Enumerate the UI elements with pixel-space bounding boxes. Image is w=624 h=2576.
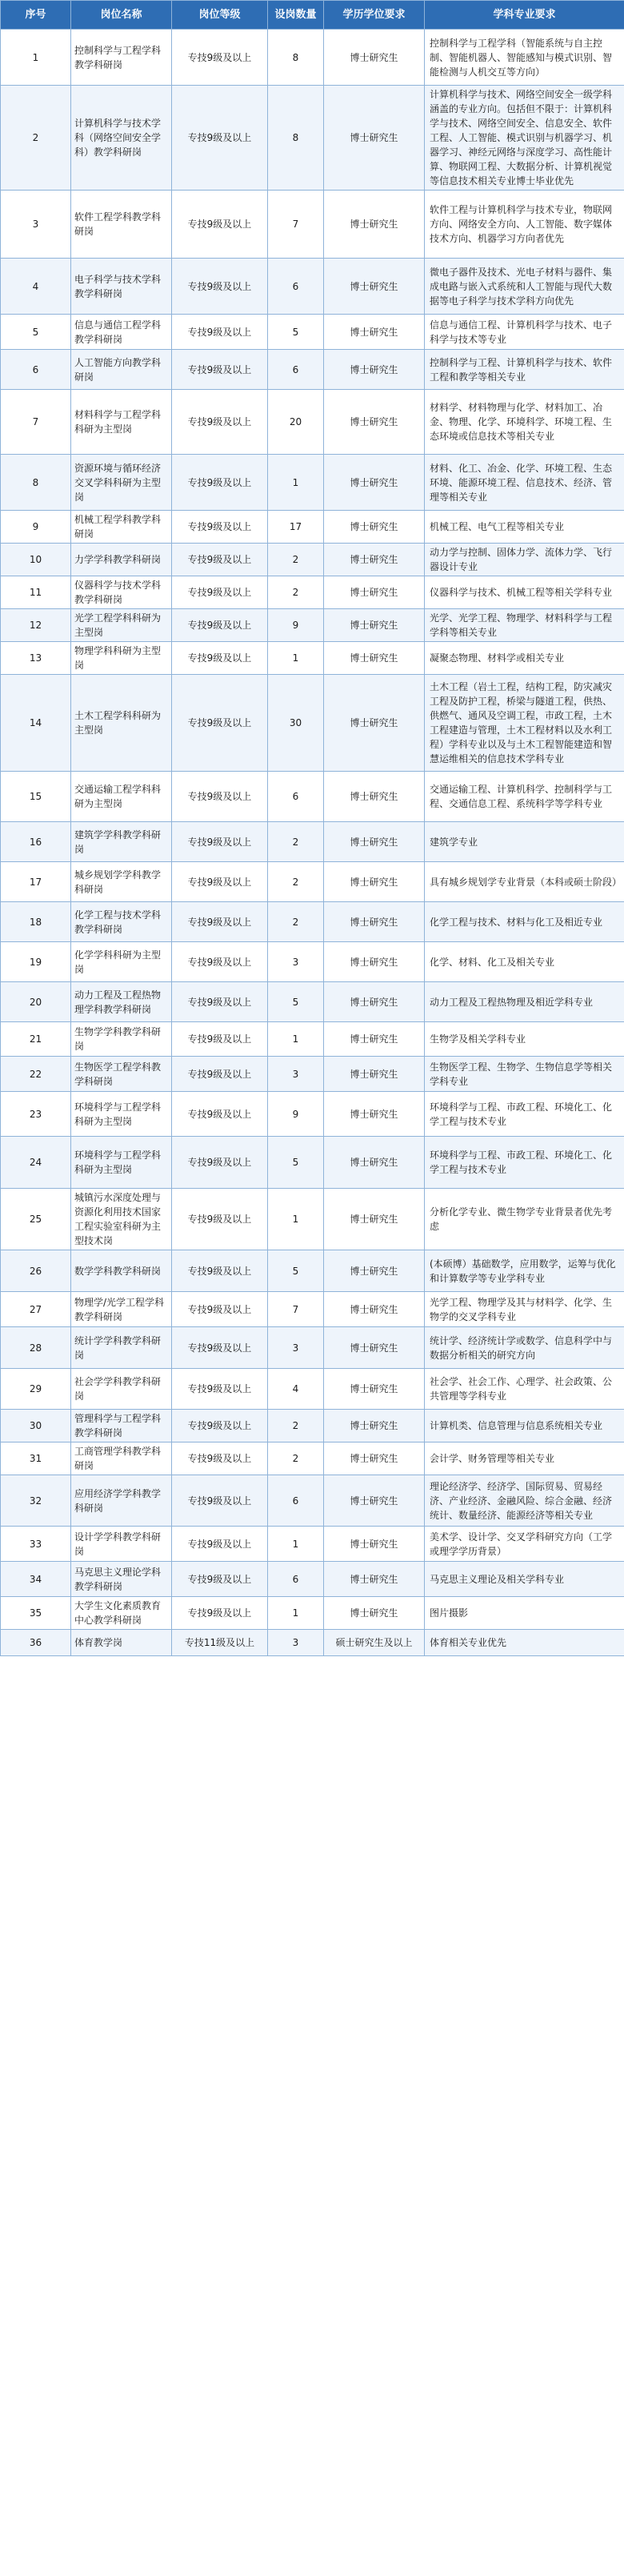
table-row [1,942,624,982]
cell-level: 专技9级及以上 [172,30,268,86]
cell-position-name: 物理学/光学工程学科教学科研岗 [71,1292,172,1327]
cell-count: 1 [268,1022,324,1057]
cell-position-name: 城乡规划学学科教学科研岗 [71,862,172,902]
cell-no: 16 [1,822,71,862]
cell-degree: 博士研究生 [324,902,425,942]
cell-degree: 博士研究生 [324,862,425,902]
table-row [1,576,624,609]
cell-no: 27 [1,1292,71,1327]
cell-level: 专技9级及以上 [172,1527,268,1562]
cell-degree: 博士研究生 [324,544,425,576]
cell-major: 微电子器件及技术、光电子材料与器件、集成电路与嵌入式系统和人工智能与现代大数据等电子科学与技术学科方向优先 [425,259,624,315]
cell-position-name: 控制科学与工程学科教学科研岗 [71,30,172,86]
cell-count: 2 [268,1410,324,1442]
cell-level: 专技11级及以上 [172,1630,268,1656]
cell-count: 6 [268,259,324,315]
table-row [1,191,624,259]
cell-major: 化学、材料、化工及相关专业 [425,942,624,982]
cell-major: 美术学、设计学、交叉学科研究方向（工学或理学学历背景） [425,1527,624,1562]
cell-position-name: 软件工程学科教学科研岗 [71,191,172,259]
cell-count: 5 [268,1250,324,1292]
cell-degree: 博士研究生 [324,511,425,544]
cell-no: 19 [1,942,71,982]
cell-position-name: 土木工程学科科研为主型岗 [71,675,172,772]
cell-level: 专技9级及以上 [172,982,268,1022]
table-row [1,642,624,675]
cell-level: 专技9级及以上 [172,390,268,455]
cell-no: 14 [1,675,71,772]
cell-level: 专技9级及以上 [172,1057,268,1092]
cell-degree: 博士研究生 [324,86,425,191]
table-row [1,1189,624,1250]
cell-count: 9 [268,1092,324,1137]
header-level: 岗位等级 [172,1,268,30]
cell-degree: 博士研究生 [324,1292,425,1327]
cell-level: 专技9级及以上 [172,1189,268,1250]
cell-no: 4 [1,259,71,315]
cell-no: 36 [1,1630,71,1656]
header-no: 序号 [1,1,71,30]
table-row [1,350,624,390]
table-row [1,1369,624,1410]
table-row [1,772,624,822]
cell-position-name: 力学学科教学科研岗 [71,544,172,576]
cell-degree: 博士研究生 [324,315,425,350]
cell-position-name: 生物学学科教学科研岗 [71,1022,172,1057]
cell-level: 专技9级及以上 [172,455,268,511]
cell-no: 6 [1,350,71,390]
cell-level: 专技9级及以上 [172,1137,268,1189]
cell-position-name: 应用经济学学科教学科研岗 [71,1475,172,1527]
table-row [1,862,624,902]
cell-degree: 博士研究生 [324,1369,425,1410]
cell-no: 34 [1,1562,71,1597]
cell-major: 动力学与控制、固体力学、流体力学、飞行器设计专业 [425,544,624,576]
cell-major: 控制科学与工程、计算机科学与技术、软件工程和教学等相关专业 [425,350,624,390]
cell-degree: 博士研究生 [324,350,425,390]
cell-position-name: 城镇污水深度处理与资源化利用技术国家工程实验室科研为主型技术岗 [71,1189,172,1250]
cell-major: 统计学、经济统计学或数学、信息科学中与数据分析相关的研究方向 [425,1327,624,1369]
cell-major: 机械工程、电气工程等相关专业 [425,511,624,544]
table-row [1,675,624,772]
cell-major: 软件工程与计算机科学与技术专业，物联网方向、网络安全方向、人工智能、数字媒体技术方向、机器学习方向者优先 [425,191,624,259]
cell-level: 专技9级及以上 [172,86,268,191]
cell-position-name: 计算机科学与技术学科（网络空间安全学科）教学科研岗 [71,86,172,191]
cell-count: 3 [268,1327,324,1369]
cell-major: 动力工程及工程热物理及相近学科专业 [425,982,624,1022]
cell-position-name: 材料科学与工程学科科研为主型岗 [71,390,172,455]
cell-level: 专技9级及以上 [172,1369,268,1410]
cell-no: 32 [1,1475,71,1527]
cell-position-name: 电子科学与技术学科教学科研岗 [71,259,172,315]
table-row [1,1250,624,1292]
cell-position-name: 统计学学科教学科研岗 [71,1327,172,1369]
cell-count: 2 [268,822,324,862]
cell-position-name: 建筑学学科教学科研岗 [71,822,172,862]
cell-level: 专技9级及以上 [172,511,268,544]
cell-level: 专技9级及以上 [172,675,268,772]
cell-major: 控制科学与工程学科（智能系统与自主控制、智能机器人、智能感知与模式识别、智能检测与人机交互等方向） [425,30,624,86]
cell-no: 7 [1,390,71,455]
cell-major: 环境科学与工程、市政工程、环境化工、化学工程与技术专业 [425,1137,624,1189]
cell-count: 6 [268,772,324,822]
cell-degree: 博士研究生 [324,772,425,822]
cell-degree: 博士研究生 [324,1475,425,1527]
cell-position-name: 机械工程学科教学科研岗 [71,511,172,544]
cell-level: 专技9级及以上 [172,902,268,942]
cell-no: 29 [1,1369,71,1410]
cell-position-name: 动力工程及工程热物理学科教学科研岗 [71,982,172,1022]
cell-position-name: 社会学学科教学科研岗 [71,1369,172,1410]
cell-count: 8 [268,86,324,191]
cell-no: 20 [1,982,71,1022]
cell-level: 专技9级及以上 [172,1475,268,1527]
cell-count: 3 [268,1057,324,1092]
cell-major: 土木工程（岩土工程，结构工程，防灾减灾工程及防护工程，桥梁与隧道工程，供热、供燃气、通风及空调工程，市政工程，土木工程建造与管理，土木工程材料以及水利工程）学科专业以及与土木工程智能建造和智慧运维相关的信息技术学科专业 [425,675,624,772]
cell-degree: 博士研究生 [324,390,425,455]
cell-major: 生物医学工程、生物学、生物信息学等相关学科专业 [425,1057,624,1092]
cell-position-name: 环境科学与工程学科科研为主型岗 [71,1092,172,1137]
cell-position-name: 体育教学岗 [71,1630,172,1656]
cell-degree: 硕士研究生及以上 [324,1630,425,1656]
cell-position-name: 物理学科科研为主型岗 [71,642,172,675]
cell-degree: 博士研究生 [324,942,425,982]
cell-degree: 博士研究生 [324,1442,425,1475]
cell-major: 光学、光学工程、物理学、材料科学与工程学科等相关专业 [425,609,624,642]
cell-position-name: 数学学科教学科研岗 [71,1250,172,1292]
cell-level: 专技9级及以上 [172,609,268,642]
cell-count: 4 [268,1369,324,1410]
table-row [1,1562,624,1597]
cell-count: 6 [268,350,324,390]
cell-no: 3 [1,191,71,259]
cell-degree: 博士研究生 [324,1327,425,1369]
cell-no: 17 [1,862,71,902]
cell-major: 光学工程、物理学及其与材料学、化学、生物学的交叉学科专业 [425,1292,624,1327]
cell-position-name: 人工智能方向教学科研岗 [71,350,172,390]
table-row [1,1597,624,1630]
cell-count: 1 [268,1597,324,1630]
cell-major: 会计学、财务管理等相关专业 [425,1442,624,1475]
table-row [1,1442,624,1475]
table-row [1,1475,624,1527]
table-row [1,1630,624,1656]
cell-count: 7 [268,1292,324,1327]
cell-no: 24 [1,1137,71,1189]
cell-major: 计算机科学与技术、网络空间安全一级学科涵盖的专业方向。包括但不限于：计算机科学与技术、网络空间安全、信息安全、软件工程、人工智能、模式识别与机器学习、机器学习、神经元网络与深度学习、高性能计算、物联网工程、大数据分析、计算机视觉等信息技术相关专业博士毕业优先 [425,86,624,191]
cell-level: 专技9级及以上 [172,1597,268,1630]
table-row [1,1057,624,1092]
cell-major: 建筑学专业 [425,822,624,862]
cell-degree: 博士研究生 [324,822,425,862]
cell-degree: 博士研究生 [324,259,425,315]
cell-position-name: 管理科学与工程学科教学科研岗 [71,1410,172,1442]
table-header-row [1,1,624,30]
cell-level: 专技9级及以上 [172,350,268,390]
table-row [1,1022,624,1057]
cell-major: 分析化学专业、微生物学专业背景者优先考虑 [425,1189,624,1250]
cell-level: 专技9级及以上 [172,1410,268,1442]
cell-count: 1 [268,642,324,675]
cell-major: 材料、化工、冶金、化学、环境工程、生态环境、能源环境工程、信息技术、经济、管理等相关专业 [425,455,624,511]
cell-major: (本硕博）基础数学，应用数学，运筹与优化和计算数学等专业学科专业 [425,1250,624,1292]
cell-position-name: 大学生文化素质教育中心教学科研岗 [71,1597,172,1630]
cell-no: 30 [1,1410,71,1442]
cell-level: 专技9级及以上 [172,191,268,259]
cell-no: 21 [1,1022,71,1057]
table-row [1,822,624,862]
table-row [1,1527,624,1562]
cell-major: 材料学、材料物理与化学、材料加工、冶金、物理、化学、环境科学、环境工程、生态环境或信息技术等相关专业 [425,390,624,455]
cell-major: 计算机类、信息管理与信息系统相关专业 [425,1410,624,1442]
cell-no: 5 [1,315,71,350]
cell-position-name: 马克思主义理论学科教学科研岗 [71,1562,172,1597]
cell-major: 仪器科学与技术、机械工程等相关学科专业 [425,576,624,609]
cell-position-name: 化学学科科研为主型岗 [71,942,172,982]
cell-degree: 博士研究生 [324,191,425,259]
cell-level: 专技9级及以上 [172,772,268,822]
header-position-name: 岗位名称 [71,1,172,30]
cell-position-name: 生物医学工程学科教学科研岗 [71,1057,172,1092]
cell-count: 3 [268,1630,324,1656]
cell-no: 33 [1,1527,71,1562]
table-row [1,609,624,642]
cell-position-name: 环境科学与工程学科科研为主型岗 [71,1137,172,1189]
cell-count: 2 [268,576,324,609]
cell-degree: 博士研究生 [324,1092,425,1137]
cell-major: 理论经济学、经济学、国际贸易、贸易经济、产业经济、金融风险、综合金融、经济统计、数量经济、能源经济等相关专业 [425,1475,624,1527]
cell-level: 专技9级及以上 [172,544,268,576]
header-count: 设岗数量 [268,1,324,30]
cell-count: 6 [268,1475,324,1527]
cell-major: 图片摄影 [425,1597,624,1630]
table-row [1,902,624,942]
cell-level: 专技9级及以上 [172,822,268,862]
cell-degree: 博士研究生 [324,609,425,642]
cell-major: 凝聚态物理、材料学或相关专业 [425,642,624,675]
cell-count: 1 [268,1527,324,1562]
cell-level: 专技9级及以上 [172,315,268,350]
cell-no: 23 [1,1092,71,1137]
table-row [1,1327,624,1369]
cell-count: 1 [268,1189,324,1250]
table-row [1,315,624,350]
cell-degree: 博士研究生 [324,1137,425,1189]
cell-count: 2 [268,862,324,902]
cell-degree: 博士研究生 [324,1562,425,1597]
cell-major: 马克思主义理论及相关学科专业 [425,1562,624,1597]
cell-level: 专技9级及以上 [172,576,268,609]
cell-position-name: 化学工程与技术学科教学科研岗 [71,902,172,942]
cell-count: 2 [268,544,324,576]
cell-level: 专技9级及以上 [172,1562,268,1597]
cell-position-name: 工商管理学科教学科研岗 [71,1442,172,1475]
cell-level: 专技9级及以上 [172,1442,268,1475]
cell-position-name: 设计学学科教学科研岗 [71,1527,172,1562]
table-row [1,390,624,455]
cell-count: 17 [268,511,324,544]
cell-no: 25 [1,1189,71,1250]
cell-no: 13 [1,642,71,675]
cell-major: 化学工程与技术、材料与化工及相近专业 [425,902,624,942]
cell-no: 11 [1,576,71,609]
cell-degree: 博士研究生 [324,30,425,86]
cell-no: 35 [1,1597,71,1630]
cell-count: 20 [268,390,324,455]
cell-count: 3 [268,942,324,982]
cell-major: 体育相关专业优先 [425,1630,624,1656]
table-row [1,1137,624,1189]
cell-level: 专技9级及以上 [172,942,268,982]
cell-level: 专技9级及以上 [172,1022,268,1057]
cell-major: 社会学、社会工作、心理学、社会政策、公共管理等学科专业 [425,1369,624,1410]
header-major: 学科专业要求 [425,1,624,30]
cell-no: 15 [1,772,71,822]
table-row [1,259,624,315]
table-row [1,30,624,86]
cell-major: 生物学及相关学科专业 [425,1022,624,1057]
cell-position-name: 光学工程学科科研为主型岗 [71,609,172,642]
cell-no: 28 [1,1327,71,1369]
cell-no: 10 [1,544,71,576]
table-row [1,86,624,191]
cell-degree: 博士研究生 [324,1410,425,1442]
cell-count: 2 [268,902,324,942]
table-row [1,511,624,544]
cell-level: 专技9级及以上 [172,259,268,315]
cell-position-name: 资源环境与循环经济交叉学科科研为主型岗 [71,455,172,511]
cell-level: 专技9级及以上 [172,642,268,675]
table-row [1,982,624,1022]
cell-count: 5 [268,982,324,1022]
cell-degree: 博士研究生 [324,1250,425,1292]
cell-degree: 博士研究生 [324,1022,425,1057]
cell-degree: 博士研究生 [324,1597,425,1630]
cell-count: 30 [268,675,324,772]
cell-no: 9 [1,511,71,544]
cell-degree: 博士研究生 [324,675,425,772]
cell-count: 5 [268,315,324,350]
cell-count: 5 [268,1137,324,1189]
cell-degree: 博士研究生 [324,1057,425,1092]
table-row [1,455,624,511]
cell-no: 18 [1,902,71,942]
cell-major: 环境科学与工程、市政工程、环境化工、化学工程与技术专业 [425,1092,624,1137]
cell-count: 9 [268,609,324,642]
cell-no: 12 [1,609,71,642]
cell-no: 31 [1,1442,71,1475]
cell-degree: 博士研究生 [324,642,425,675]
cell-level: 专技9级及以上 [172,862,268,902]
cell-no: 8 [1,455,71,511]
table-row [1,544,624,576]
cell-count: 2 [268,1442,324,1475]
cell-no: 1 [1,30,71,86]
cell-degree: 博士研究生 [324,982,425,1022]
cell-degree: 博士研究生 [324,1189,425,1250]
cell-degree: 博士研究生 [324,576,425,609]
cell-count: 1 [268,455,324,511]
cell-position-name: 信息与通信工程学科教学科研岗 [71,315,172,350]
table-row [1,1410,624,1442]
cell-position-name: 交通运输工程学科科研为主型岗 [71,772,172,822]
cell-major: 具有城乡规划学专业背景（本科或硕士阶段） [425,862,624,902]
cell-count: 8 [268,30,324,86]
table-row [1,1092,624,1137]
cell-position-name: 仪器科学与技术学科教学科研岗 [71,576,172,609]
cell-no: 2 [1,86,71,191]
header-degree: 学历学位要求 [324,1,425,30]
cell-count: 6 [268,1562,324,1597]
cell-count: 7 [268,191,324,259]
cell-major: 交通运输工程、计算机科学、控制科学与工程、交通信息工程、系统科学等学科专业 [425,772,624,822]
cell-degree: 博士研究生 [324,1527,425,1562]
cell-level: 专技9级及以上 [172,1327,268,1369]
cell-major: 信息与通信工程、计算机科学与技术、电子科学与技术等专业 [425,315,624,350]
cell-no: 26 [1,1250,71,1292]
cell-degree: 博士研究生 [324,455,425,511]
cell-level: 专技9级及以上 [172,1092,268,1137]
table-row [1,1292,624,1327]
cell-level: 专技9级及以上 [172,1250,268,1292]
cell-level: 专技9级及以上 [172,1292,268,1327]
cell-no: 22 [1,1057,71,1092]
